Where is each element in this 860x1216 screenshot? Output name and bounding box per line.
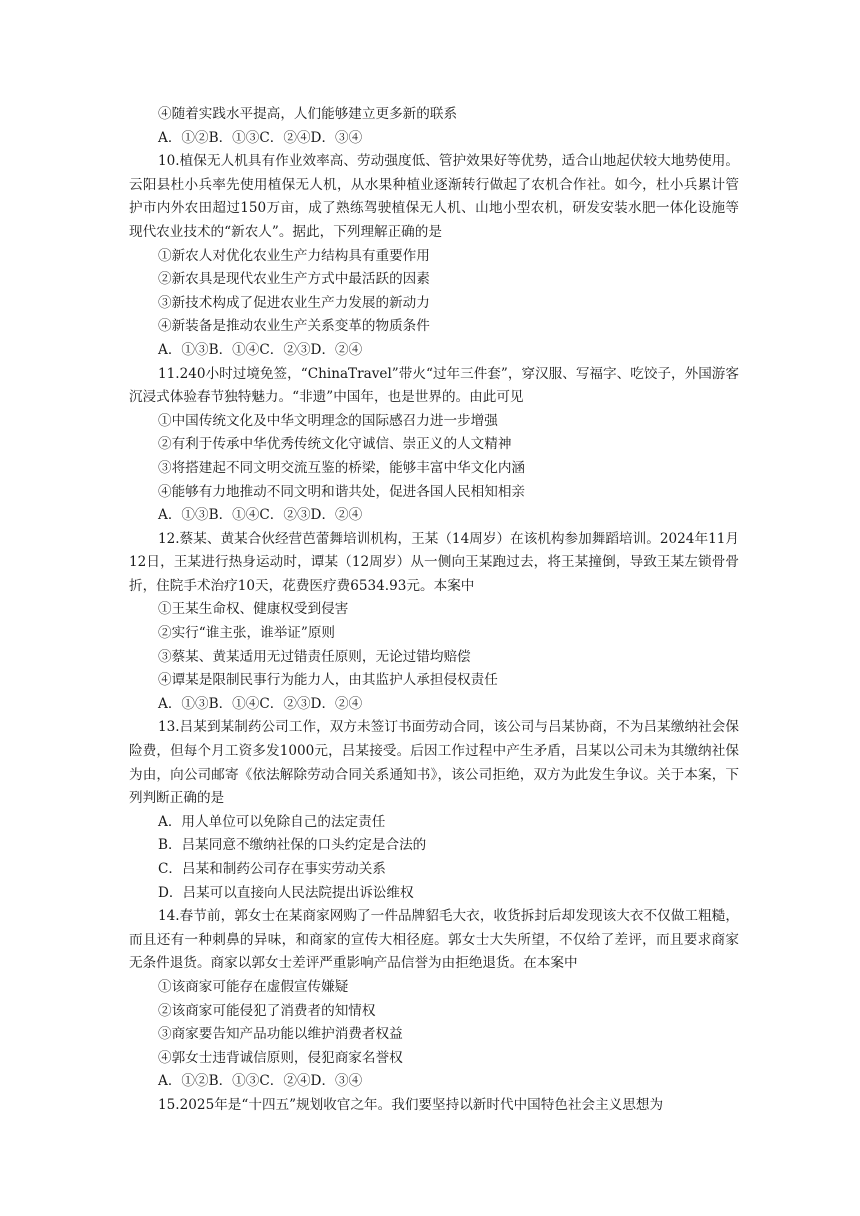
option-line: ③新技术构成了促进农业生产力发展的新动力 [158,294,430,311]
option-line: ②有利于传承中华优秀传统文化守诚信、崇正义的人文精神 [158,436,512,453]
option-line: ④随着实践水平提高，人们能够建立更多新的联系 [158,106,458,122]
option-line: ②新农具是现代农业生产方式中最活跃的因素 [158,271,430,288]
option-line: ③商家要告知产品功能以维护消费者权益 [158,1026,403,1043]
option-line: ④新装备是推动农业生产关系变革的物质条件 [158,318,430,335]
option-line: ①该商家可能存在虚假宣传嫌疑 [158,978,349,995]
question-12-stem: 12.蔡某、黄某合伙经营芭蕾舞培训机构，王某（14周岁）在该机构参加舞蹈培训。2024年11月12日，王某进行热身运动时，谭某（12周岁）从一侧向王某跑过去，将王某撞倒，导致王某左锁骨骨折，住院手术治疗10天，花费医疗费6534.93元。本案中 [129,530,739,594]
option-line: ①王某生命权、健康权受到侵害 [158,601,349,618]
option-line: D．吕某可以直接向人民法院提出诉讼维权 [158,884,414,901]
option-line: B．吕某同意不缴纳社保的口头约定是合法的 [158,837,427,854]
option-line: ②该商家可能侵犯了消费者的知情权 [158,1002,376,1019]
answer-choices: A．①③B．①④C．②③D．②④ [158,695,363,712]
answer-choices: A．①②B．①③C．②④D．③④ [158,1073,363,1090]
option-line: ④谭某是限制民事行为能力人，由其监护人承担侵权责任 [158,672,498,689]
question-13-stem: 13.吕某到某制药公司工作，双方未签订书面劳动合同，该公司与吕某协商，不为吕某缴纳社会保险费，但每个月工资多发1000元，吕某接受。后因工作过程中产生矛盾，吕某以公司未为其缴纳社保为由，向公司邮寄《依法解除劳动合同关系通知书》，该公司拒绝，双方为此发生争议。关于本案，下列判断正确的是 [129,719,739,807]
question-10-stem: 10.植保无人机具有作业效率高、劳动强度低、管护效果好等优势，适合山地起伏较大地势使用。云阳县杜小兵率先使用植保无人机，从水果种植业逐渐转行做起了农机合作社。如今，杜小兵累计管护市内外农田超过150万亩，成了熟练驾驶植保无人机、山地小型农机，研发安装水肥一体化设施等现代农业技术的“新农人”。据此，下列理解正确的是 [129,153,739,240]
option-line: ③蔡某、黄某适用无过错责任原则，无论过错均赔偿 [158,648,471,665]
answer-choices: A．①②B．①③C．②④D．③④ [158,129,363,146]
question-15-stem: 15.2025年是“十四五”规划收官之年。我们要坚持以新时代中国特色社会主义思想为 [158,1096,664,1113]
option-line: ③将搭建起不同文明交流互鉴的桥梁，能够丰富中华文化内涵 [158,459,526,476]
exam-text [129,103,739,1118]
option-line: ④能够有力地推动不同文明和谐共处，促进各国人民相知相亲 [158,483,526,500]
answer-choices: A．①③B．①④C．②③D．②④ [158,341,363,358]
option-line: ④郭女士违背诚信原则，侵犯商家名誉权 [158,1049,403,1066]
option-line: ①中国传统文化及中华文明理念的国际感召力进一步增强 [158,412,498,429]
option-line: A．用人单位可以免除自己的法定责任 [158,813,386,830]
answer-choices: A．①③B．①④C．②③D．②④ [158,507,363,524]
option-line: C．吕某和制药公司存在事实劳动关系 [158,861,386,877]
option-line: ②实行“谁主张，谁举证”原则 [158,625,336,642]
question-11-stem: 11.240小时过境免签，“ChinaTravel”带火“过年三件套”，穿汉服、写福字、吃饺子，外国游客沉浸式体验春节独特魅力。“非遗”中国年，也是世界的。由此可见 [129,365,739,406]
question-14-stem: 14.春节前，郭女士在某商家网购了一件品牌貂毛大衣，收货拆封后却发现该大衣不仅做工粗糙，而且还有一种刺鼻的异味，和商家的宣传大相径庭。郭女士大失所望，不仅给了差评，而且要求商家无条件退货。商家以郭女士差评严重影响产品信誉为由拒绝退货。在本案中 [129,908,739,972]
option-line: ①新农人对优化农业生产力结构具有重要作用 [158,247,430,264]
